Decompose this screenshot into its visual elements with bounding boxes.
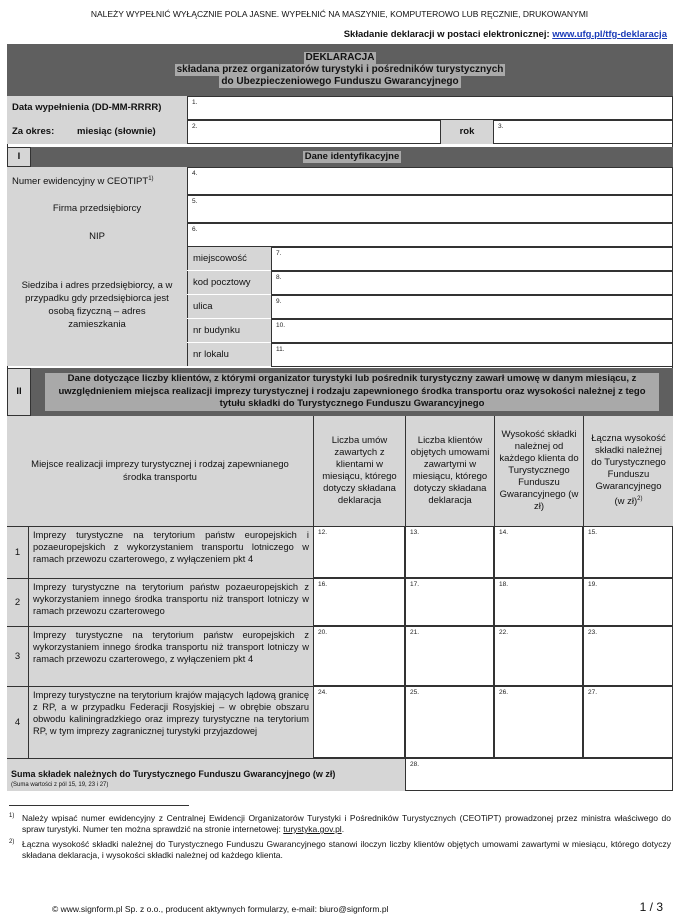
data-field[interactable]: [494, 526, 583, 578]
month-field[interactable]: [187, 120, 441, 144]
address-field[interactable]: [271, 319, 673, 343]
field-number: 23.: [588, 629, 598, 636]
address-label: kod pocztowy: [187, 271, 271, 294]
sum-note: (Suma wartości z pól 15, 19, 23 i 27): [11, 782, 109, 788]
electronic-submission-line: [344, 29, 667, 41]
sum-field[interactable]: [405, 758, 673, 791]
col-header-total-text: Łączna wysokość składki należnej do Turystycznego Funduszu Gwarancyjnego (w zł): [591, 433, 666, 508]
field-number: 24.: [318, 689, 328, 696]
firm-label: Firma przedsiębiorcy: [7, 195, 187, 223]
row-number: 4: [7, 686, 29, 758]
field-number: 19.: [588, 581, 598, 588]
row-description: Imprezy turystyczne na terytorium państw europejskich i pozaeuropejskich z wykorzystaniem transportu lotniczego w ramach przewozu czarterowego, z wyłączeniem pkt 4: [29, 526, 313, 578]
row-description: Imprezy turystyczne na terytorium państw europejskich z wykorzystaniem innego środka transportu niż transport lotniczy w ramach przewozu czarterowego, z wyłączeniem pkt 4: [29, 626, 313, 686]
field-number: 7.: [276, 250, 282, 257]
field-number: 16.: [318, 581, 328, 588]
footnote-1: [9, 813, 671, 835]
data-field[interactable]: [494, 626, 583, 686]
footnote-ref: 1): [148, 176, 154, 182]
address-field[interactable]: [271, 247, 673, 271]
seat-label: Siedziba i adres przedsiębiorcy, a w przypadku gdy przedsiębiorca jest osobą fizyczną – adres zamieszkania: [21, 280, 173, 330]
producer-note: © www.signform.pl Sp. z o.o., producent aktywnych formularzy, e-mail: biuro@signform.pl: [52, 904, 389, 914]
nip-label: NIP: [89, 231, 105, 242]
footnote-2-text: Łączna wysokość składki należnej do Turystycznego Funduszu Gwarancyjnego stanowi iloczyn liczby klientów objętych umowami zawartymi w miesiącu, którego dotyczy składana deklaracja, i wysokości składki należnej od każdego klienta.: [22, 839, 671, 860]
title-line2: składana przez organizatorów turystyki i pośredników turystycznych: [176, 64, 504, 75]
period-label: Za okres:: [7, 120, 72, 144]
field-number: 8.: [276, 274, 282, 281]
footnote-2: [9, 839, 671, 861]
field-number: 4.: [192, 170, 198, 177]
col-header-clients: Liczba klientów objętych umowami zawartymi w miesiącu, którego dotyczy składana deklaracja: [405, 416, 494, 526]
field-number: 25.: [410, 689, 420, 696]
field-number: 26.: [499, 689, 509, 696]
row-description: Imprezy turystyczne na terytorium państw pozaeuropejskich z wykorzystaniem innego środka transportu niż transport lotniczy w ramach przewozu czarterowego: [29, 578, 313, 626]
field-number: 20.: [318, 629, 328, 636]
field-number: 18.: [499, 581, 509, 588]
col-header-place: Miejsce realizacji imprezy turystycznej i rodzaj zapewnianego środka transportu: [7, 416, 313, 526]
data-field[interactable]: [405, 578, 494, 626]
sum-label-block: [7, 758, 405, 791]
data-field[interactable]: [313, 578, 405, 626]
section1-roman: I: [7, 147, 31, 167]
ceotipt-label-text: Numer ewidencyjny w CEOTIPT: [12, 176, 149, 188]
data-field[interactable]: [494, 578, 583, 626]
field-number: 1.: [192, 99, 198, 106]
footnote-2-mark: 2): [9, 839, 15, 845]
field-number: 13.: [410, 529, 420, 536]
ceotipt-label: [7, 167, 187, 195]
field-number: 14.: [499, 529, 509, 536]
field-number: 6.: [192, 226, 198, 233]
row-number: 3: [7, 626, 29, 686]
year-label: rok: [441, 120, 493, 144]
field-number: 11.: [276, 346, 285, 353]
data-field[interactable]: [313, 686, 405, 758]
col-header-premium: Wysokość składki należnej od każdego klienta do Turystycznego Funduszu Gwarancyjnego (w zł): [494, 416, 583, 526]
address-label: nr lokalu: [187, 343, 271, 366]
field-number: 9.: [276, 298, 282, 305]
firm-field[interactable]: [187, 195, 673, 223]
title-line3: do Ubezpieczeniowego Funduszu Gwarancyjnego: [221, 76, 459, 87]
footnote-1-text: Należy wpisać numer ewidencyjny z Centralnej Ewidencji Organizatorów Turystyki i Pośredników Turystycznych (CEOTiPT) prowadzonej przez ministra właściwego do spraw turystyki. Numer ten można sprawdzić na stronie internetowej:: [22, 813, 671, 834]
section2-roman: II: [7, 368, 31, 416]
data-field[interactable]: [494, 686, 583, 758]
data-field[interactable]: [313, 526, 405, 578]
data-field[interactable]: [405, 526, 494, 578]
footnote-1-mark: 1): [9, 813, 15, 819]
date-field[interactable]: [187, 96, 673, 120]
section1-title-text: Dane identyfikacyjne: [304, 151, 400, 162]
field-number: 15.: [588, 529, 598, 536]
field-number: 28.: [410, 761, 420, 768]
electronic-submission-link[interactable]: www.ufg.pl/tfg-deklaracja: [552, 29, 667, 40]
row-number: 1: [7, 526, 29, 578]
nip-field[interactable]: [187, 223, 673, 247]
address-field[interactable]: [271, 295, 673, 319]
data-field[interactable]: [583, 686, 673, 758]
col-header-contracts: Liczba umów zawartych z klientami w miesiącu, którego dotyczy składana deklaracja: [313, 416, 405, 526]
declaration-title: [7, 44, 673, 96]
footnote-divider: [9, 805, 189, 806]
data-field[interactable]: [405, 626, 494, 686]
seat-label-block: [7, 223, 187, 366]
ceotipt-field[interactable]: [187, 167, 673, 195]
month-label: miesiąc (słownie): [72, 120, 187, 144]
data-field[interactable]: [313, 626, 405, 686]
date-label: Data wypełnienia (DD-MM-RRRR): [7, 96, 187, 120]
row-description: Imprezy turystyczne na terytorium krajów mających lądową granicę z RP, a w przypadku Federacji Rosyjskiej – w obrębie obszaru obwodu kaliningradzkiego oraz imprezy turystyczne na terytorium RP, w tym imprezy zagranicznej turystyki przyjazdowej: [29, 686, 313, 758]
field-number: 5.: [192, 198, 198, 205]
data-field[interactable]: [583, 526, 673, 578]
title-line1: DEKLARACJA: [305, 52, 375, 63]
address-label: ulica: [187, 295, 271, 318]
footnote-1-link[interactable]: turystyka.gov.pl: [283, 824, 342, 834]
data-field[interactable]: [583, 578, 673, 626]
electronic-submission-label: Składanie deklaracji w postaci elektronicznej:: [343, 29, 550, 40]
field-number: 3.: [498, 123, 504, 130]
address-label: nr budynku: [187, 319, 271, 342]
address-field[interactable]: [271, 343, 673, 367]
footnote-1-end: .: [341, 824, 345, 834]
field-number: 2.: [192, 123, 198, 130]
fill-instruction: NALEŻY WYPEŁNIĆ WYŁĄCZNIE POLA JASNE. WYPEŁNIĆ NA MASZYNIE, KOMPUTEROWO LUB RĘCZNIE, DRUKOWANYMI: [90, 9, 589, 19]
field-number: 27.: [588, 689, 598, 696]
col-header-total: [583, 416, 673, 526]
data-field[interactable]: [405, 686, 494, 758]
sum-label: Suma składek należnych do Turystycznego Funduszu Gwarancyjnego (w zł): [11, 769, 336, 779]
field-number: 22.: [499, 629, 509, 636]
section2-title: [31, 368, 673, 416]
year-field[interactable]: [493, 120, 673, 144]
address-label: miejscowość: [187, 247, 271, 270]
footnote-ref: 2): [637, 496, 643, 503]
field-number: 17.: [410, 581, 420, 588]
row-number: 2: [7, 578, 29, 626]
field-number: 12.: [318, 529, 328, 536]
data-field[interactable]: [583, 626, 673, 686]
section2-title-text: Dane dotyczące liczby klientów, z którymi organizator turystyki lub pośrednik turystyczny zawarł umowę w danym miesiącu, z uwzględnieniem miejsca realizacji imprezy turystycznej i rodzaju zapewnionego środka transportu oraz wysokości należnej z tego tytułu składki do Turystycznego Funduszu Gwarancyjnego: [45, 373, 659, 411]
field-number: 10.: [276, 322, 286, 329]
section1-title: [31, 147, 673, 167]
page-number: 1 / 3: [639, 900, 663, 914]
address-field[interactable]: [271, 271, 673, 295]
field-number: 21.: [410, 629, 420, 636]
